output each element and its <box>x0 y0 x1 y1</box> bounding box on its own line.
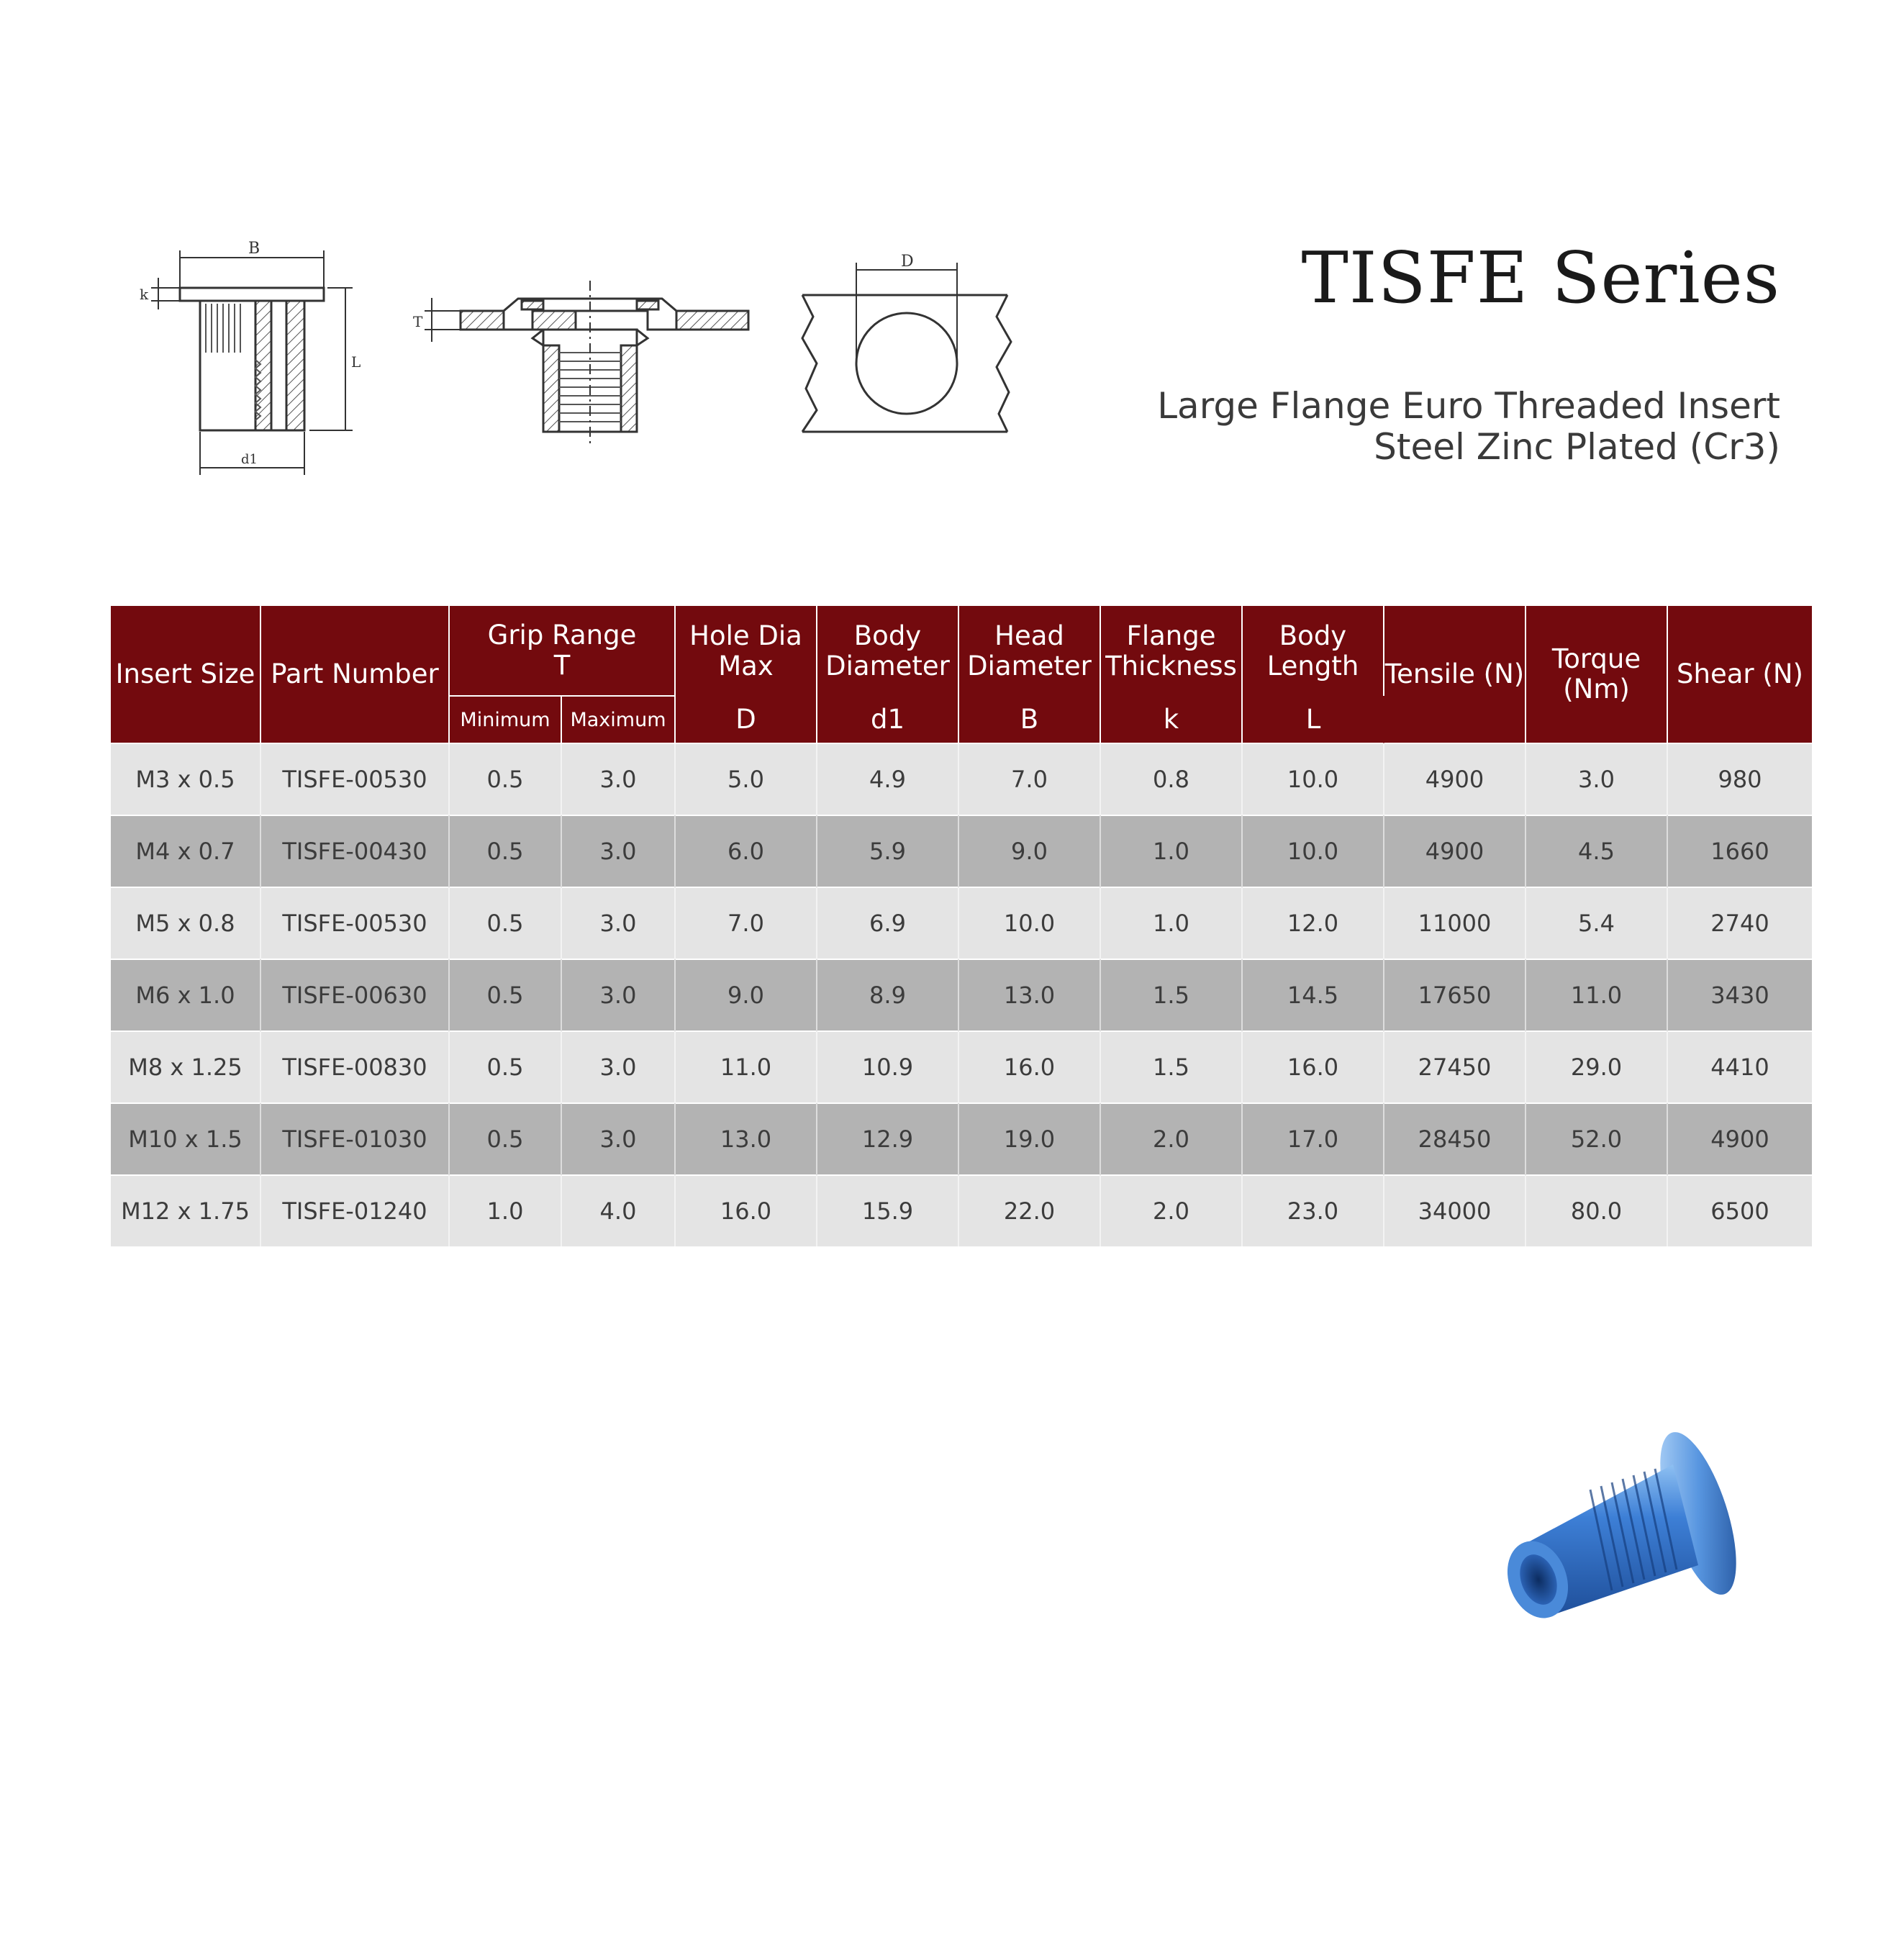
header-head-symbol: B <box>958 696 1100 743</box>
header-flange-thickness: Flange Thickness <box>1100 606 1242 696</box>
cell-k: 1.0 <box>1100 815 1242 887</box>
cell-hole: 13.0 <box>675 1103 817 1175</box>
table-row <box>111 959 1812 1031</box>
page-title: TISFE Series <box>1301 237 1780 320</box>
header-body-length-symbol: L <box>1242 696 1384 743</box>
cell-b: 16.0 <box>958 1031 1100 1103</box>
cell-shear: 1660 <box>1710 838 1769 865</box>
cell-d1: 5.9 <box>817 815 958 887</box>
cell-tensile: 34000 <box>1384 1175 1526 1246</box>
hole-detail-drawing <box>802 263 1011 432</box>
cell-part: TISFE-00430 <box>260 815 449 887</box>
cell-max: 3.0 <box>561 1103 675 1175</box>
drawing-label-l: L <box>351 353 361 371</box>
cell-part: TISFE-00530 <box>260 887 449 959</box>
drawing-label-d: D <box>901 253 914 271</box>
cell-shear: 980 <box>1718 766 1762 793</box>
cell-part: TISFE-00630 <box>260 959 449 1031</box>
drawing-label-k: k <box>140 286 149 303</box>
cell-part: TISFE-01030 <box>260 1103 449 1175</box>
cell-part: TISFE-01240 <box>260 1175 449 1246</box>
header-grip-min: Minimum <box>449 696 561 743</box>
header-body-diameter-symbol: d1 <box>817 696 958 743</box>
cell-l: 12.0 <box>1242 887 1384 959</box>
cell-k: 2.0 <box>1100 1175 1242 1246</box>
cell-min: 0.5 <box>449 815 561 887</box>
cell-b: 9.0 <box>958 815 1100 887</box>
cell-k: 0.8 <box>1100 743 1242 815</box>
cell-l: 23.0 <box>1242 1175 1384 1246</box>
cell-max: 4.0 <box>561 1175 675 1246</box>
cell-hole: 9.0 <box>675 959 817 1031</box>
header-grip-symbol: T <box>553 650 571 681</box>
cell-b: 10.0 <box>958 887 1100 959</box>
cell-d1: 12.9 <box>817 1103 958 1175</box>
cell-torque: 11.0 <box>1526 959 1667 1031</box>
cell-hole: 6.0 <box>675 815 817 887</box>
table-row <box>111 1175 1812 1246</box>
cell-size: M4 x 0.7 <box>111 815 260 887</box>
cell-d1: 15.9 <box>817 1175 958 1246</box>
cell-tensile: 17650 <box>1384 959 1526 1031</box>
header-body-diameter: Body Diameter <box>817 606 958 696</box>
cell-d1: 6.9 <box>817 887 958 959</box>
cell-l: 16.0 <box>1242 1031 1384 1103</box>
cell-torque: 52.0 <box>1526 1103 1667 1175</box>
technical-drawings <box>130 237 1036 482</box>
table-row <box>111 815 1812 887</box>
cell-tensile: 4900 <box>1384 815 1526 887</box>
cell-l: 10.0 <box>1242 743 1384 815</box>
cell-part: TISFE-00530 <box>260 743 449 815</box>
cell-d1: 8.9 <box>817 959 958 1031</box>
cell-tensile: 11000 <box>1384 887 1526 959</box>
cell-k: 1.5 <box>1100 1031 1242 1103</box>
cell-size: M8 x 1.25 <box>111 1031 260 1103</box>
header-torque: Torque (Nm) <box>1526 606 1667 743</box>
cell-min: 0.5 <box>449 1031 561 1103</box>
cell-size: M12 x 1.75 <box>111 1175 260 1246</box>
cell-min: 0.5 <box>449 1103 561 1175</box>
drawing-label-b: B <box>248 240 260 258</box>
cell-shear: 4900 <box>1710 1126 1769 1153</box>
insert-section-drawing <box>151 250 353 475</box>
cell-tensile: 27450 <box>1384 1031 1526 1103</box>
cell-l: 10.0 <box>1242 815 1384 887</box>
header-hole-symbol: D <box>675 696 817 743</box>
drawing-label-d1: d1 <box>241 452 258 467</box>
subtitle-line-1: Large Flange Euro Threaded Insert <box>1157 385 1780 427</box>
cell-torque: 29.0 <box>1526 1031 1667 1103</box>
cell-torque: 5.4 <box>1526 887 1667 959</box>
cell-max: 3.0 <box>561 887 675 959</box>
header-flange-symbol: k <box>1100 696 1242 743</box>
table-row <box>111 1031 1812 1103</box>
cell-max: 3.0 <box>561 743 675 815</box>
header-tensile: Tensile (N) <box>1384 606 1526 743</box>
cell-shear: 3430 <box>1710 982 1769 1009</box>
header-body-length: Body Length <box>1242 606 1384 696</box>
header-head-diameter: Head Diameter <box>958 606 1100 696</box>
cell-d1: 4.9 <box>817 743 958 815</box>
header-grip-range-label: Grip Range <box>487 620 637 651</box>
cell-l: 14.5 <box>1242 959 1384 1031</box>
cell-torque: 4.5 <box>1526 815 1667 887</box>
header-insert-size: Insert Size <box>111 606 260 743</box>
cell-hole: 5.0 <box>675 743 817 815</box>
cell-shear: 6500 <box>1710 1197 1769 1225</box>
cell-b: 13.0 <box>958 959 1100 1031</box>
cell-b: 19.0 <box>958 1103 1100 1175</box>
cell-part: TISFE-00830 <box>260 1031 449 1103</box>
cell-l: 17.0 <box>1242 1103 1384 1175</box>
subtitle-line-2: Steel Zinc Plated (Cr3) <box>1374 426 1780 468</box>
cell-hole: 11.0 <box>675 1031 817 1103</box>
cell-hole: 16.0 <box>675 1175 817 1246</box>
cell-size: M3 x 0.5 <box>111 743 260 815</box>
header-grip-range <box>449 606 675 696</box>
table-row <box>111 743 1812 815</box>
installed-insert-drawing <box>425 281 748 446</box>
cell-size: M6 x 1.0 <box>111 959 260 1031</box>
cell-k: 1.5 <box>1100 959 1242 1031</box>
cell-max: 3.0 <box>561 959 675 1031</box>
header-part-number: Part Number <box>260 606 449 743</box>
cell-size: M5 x 0.8 <box>111 887 260 959</box>
specification-table <box>111 606 1812 1246</box>
cell-k: 2.0 <box>1100 1103 1242 1175</box>
cell-torque: 3.0 <box>1526 743 1667 815</box>
header-hole-dia: Hole Dia Max <box>675 606 817 696</box>
cell-size: M10 x 1.5 <box>111 1103 260 1175</box>
cell-k: 1.0 <box>1100 887 1242 959</box>
cell-min: 0.5 <box>449 887 561 959</box>
cell-shear: 4410 <box>1710 1054 1769 1081</box>
cell-min: 0.5 <box>449 959 561 1031</box>
cell-max: 3.0 <box>561 815 675 887</box>
cell-tensile: 4900 <box>1384 743 1526 815</box>
cell-b: 7.0 <box>958 743 1100 815</box>
cell-hole: 7.0 <box>675 887 817 959</box>
cell-torque: 80.0 <box>1526 1175 1667 1246</box>
cell-b: 22.0 <box>958 1175 1100 1246</box>
cell-d1: 10.9 <box>817 1031 958 1103</box>
header-grip-max: Maximum <box>561 696 675 743</box>
cell-tensile: 28450 <box>1384 1103 1526 1175</box>
cell-min: 0.5 <box>449 743 561 815</box>
cell-max: 3.0 <box>561 1031 675 1103</box>
table-row <box>111 887 1812 959</box>
drawing-label-t: T <box>413 313 423 330</box>
table-row <box>111 1103 1812 1175</box>
cell-min: 1.0 <box>449 1175 561 1246</box>
cell-shear: 2740 <box>1710 910 1769 937</box>
header-shear: Shear (N) <box>1667 606 1812 743</box>
insert-photo <box>1482 1421 1756 1637</box>
